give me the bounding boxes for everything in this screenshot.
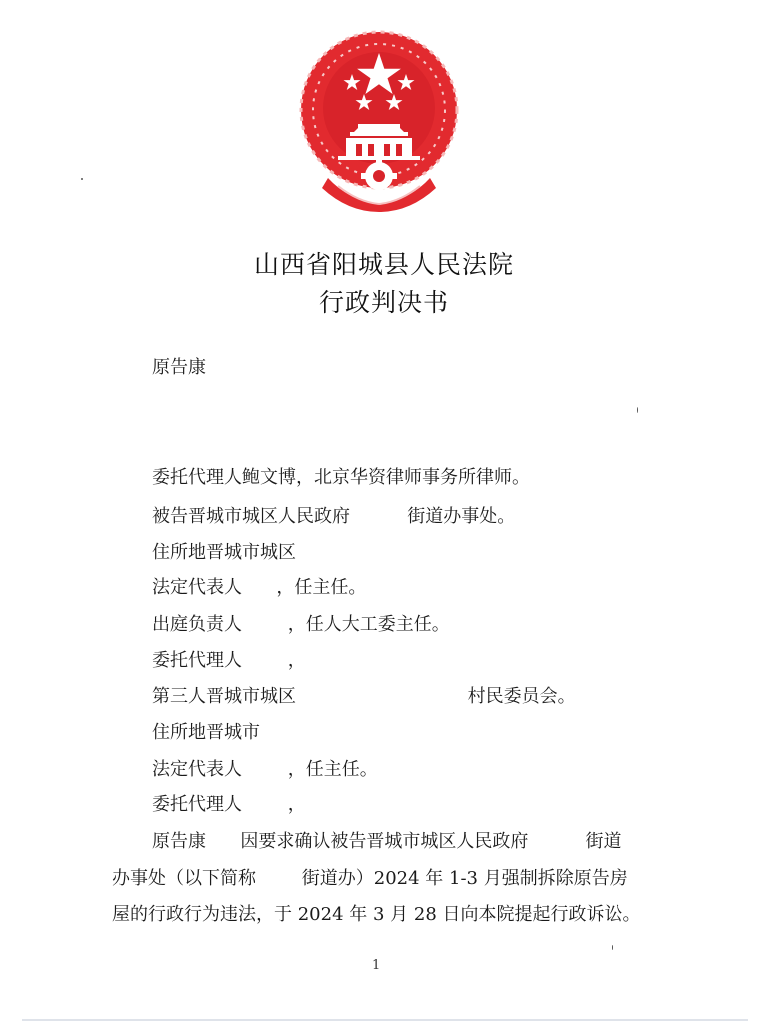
court-appearance-line: 出庭负责人 ，任人大工委主任。 [152,614,450,635]
plaintiff-agent-line: 委托代理人鲍文博，北京华资律师事务所律师。 [152,467,530,488]
body-line-1: 原告康 因要求确认被告晋城市城区人民政府 街道 [152,831,622,852]
third-party-address-line: 住所地晋城市 [152,722,260,743]
third-party-legal-rep-line: 法定代表人 ，任主任。 [152,759,378,780]
defendant-agent-line: 委托代理人 ， [152,650,306,671]
body-line-2: 办事处（以下简称 街道办）2024 年 1-3 月强制拆除原告房 [112,868,628,889]
page-bottom-edge [22,1019,748,1021]
court-name: 山西省阳城县人民法院 [253,250,514,279]
scan-speck [637,407,638,413]
third-party-agent-line: 委托代理人 ， [152,794,306,815]
national-emblem-icon [298,28,460,212]
defendant-address-line: 住所地晋城市城区 [152,542,296,563]
scan-speck [81,178,83,180]
plaintiff-line: 原告康 [152,357,206,378]
document-type: 行政判决书 [318,288,449,317]
defendant-line: 被告晋城市城区人民政府 街道办事处。 [152,506,516,527]
third-party-line: 第三人晋城市城区 村民委员会。 [152,686,576,707]
body-line-3: 屋的行政行为违法，于 2024 年 3 月 28 日向本院提起行政诉讼。 [112,904,641,925]
scan-speck [612,945,613,950]
defendant-legal-rep-line: 法定代表人 ，任主任。 [152,577,367,598]
page-number: 1 [372,958,381,973]
